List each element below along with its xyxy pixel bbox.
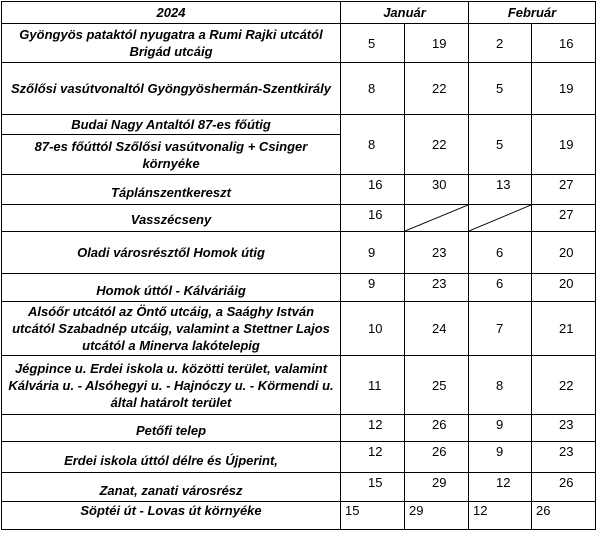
table-row (2, 415, 596, 442)
day-cell: 26 (532, 473, 596, 502)
area-label: Erdei iskola úttól délre és Újperint, (2, 442, 341, 473)
day-cell: 26 (532, 502, 596, 530)
day-cell: 16 (341, 205, 405, 232)
day-cell: 19 (405, 24, 469, 63)
day-cell: 2 (469, 24, 532, 63)
table-row (2, 473, 596, 502)
table-row (2, 24, 596, 63)
table-row (2, 442, 596, 473)
day-cell: 16 (341, 175, 405, 205)
day-cell: 29 (405, 473, 469, 502)
table-row (2, 356, 596, 415)
day-cell: 7 (469, 302, 532, 356)
day-cell: 12 (469, 502, 532, 530)
day-cell: 21 (532, 302, 596, 356)
day-cell: 20 (532, 274, 596, 302)
day-cell: 24 (405, 302, 469, 356)
day-cell: 5 (469, 115, 532, 175)
day-cell: 12 (469, 473, 532, 502)
area-label: Alsóőr utcától az Öntő utcáig, a Saághy István utcától Szabadnép utcáig, valamint a Stettner Lajos utcától a Minerva lakótelepig (2, 302, 341, 356)
day-cell: 20 (532, 232, 596, 274)
day-cell: 13 (469, 175, 532, 205)
day-cell: 8 (341, 115, 405, 175)
day-cell: 23 (405, 232, 469, 274)
day-cell: 6 (469, 274, 532, 302)
area-label: Oladi városrésztől Homok útig (2, 232, 341, 274)
table-row (2, 115, 596, 135)
area-label: Vasszécseny (2, 205, 341, 232)
day-cell: 19 (532, 115, 596, 175)
day-cell: 29 (405, 502, 469, 530)
crossed-out-cell (469, 205, 532, 232)
day-cell: 22 (405, 115, 469, 175)
table-row (2, 63, 596, 115)
day-cell: 15 (341, 502, 405, 530)
table-row (2, 232, 596, 274)
day-cell: 9 (469, 442, 532, 473)
day-cell: 11 (341, 356, 405, 415)
month-header-february: Február (469, 2, 596, 24)
day-cell: 5 (469, 63, 532, 115)
day-cell: 27 (532, 175, 596, 205)
day-cell: 22 (532, 356, 596, 415)
area-label: Petőfi telep (2, 415, 341, 442)
diagonal-line (469, 205, 531, 231)
day-cell: 16 (532, 24, 596, 63)
day-cell: 9 (341, 274, 405, 302)
area-label-secondary: 87-es főúttól Szőlősi vasútvonalig + Csinger környéke (2, 135, 341, 175)
day-cell: 12 (341, 415, 405, 442)
year-header: 2024 (2, 2, 341, 24)
area-label: Budai Nagy Antaltól 87-es főútig (2, 115, 341, 135)
area-label: Táplánszentkereszt (2, 175, 341, 205)
table-header-row (2, 2, 596, 24)
table-row (2, 205, 596, 232)
day-cell: 22 (405, 63, 469, 115)
day-cell: 26 (405, 442, 469, 473)
day-cell: 23 (532, 415, 596, 442)
crossed-out-cell (405, 205, 469, 232)
area-label: Zanat, zanati városrész (2, 473, 341, 502)
day-cell: 26 (405, 415, 469, 442)
day-cell: 19 (532, 63, 596, 115)
day-cell: 8 (469, 356, 532, 415)
area-label: Jégpince u. Erdei iskola u. közötti terület, valamint Kálvária u. - Alsóhegyi u. - Hajnóczy u. - Körmendi u. által határolt terület (2, 356, 341, 415)
day-cell: 23 (532, 442, 596, 473)
area-label: Gyöngyös pataktól nyugatra a Rumi Rajki utcától Brigád utcáig (2, 24, 341, 63)
day-cell: 27 (532, 205, 596, 232)
diagonal-line (405, 205, 468, 231)
day-cell: 12 (341, 442, 405, 473)
table-row (2, 274, 596, 302)
day-cell: 5 (341, 24, 405, 63)
day-cell: 9 (469, 415, 532, 442)
table-row (2, 502, 596, 530)
area-label: Homok úttól - Kálváriáig (2, 274, 341, 302)
day-cell: 23 (405, 274, 469, 302)
table-row (2, 175, 596, 205)
area-label: Szőlősi vasútvonaltól Gyöngyöshermán-Szentkirály (2, 63, 341, 115)
day-cell: 25 (405, 356, 469, 415)
day-cell: 30 (405, 175, 469, 205)
day-cell: 6 (469, 232, 532, 274)
day-cell: 15 (341, 473, 405, 502)
day-cell: 10 (341, 302, 405, 356)
day-cell: 9 (341, 232, 405, 274)
table-row (2, 302, 596, 356)
month-header-january: Január (341, 2, 469, 24)
area-label: Söptéi út - Lovas út környéke (2, 502, 341, 530)
schedule-table (1, 1, 596, 530)
day-cell: 8 (341, 63, 405, 115)
